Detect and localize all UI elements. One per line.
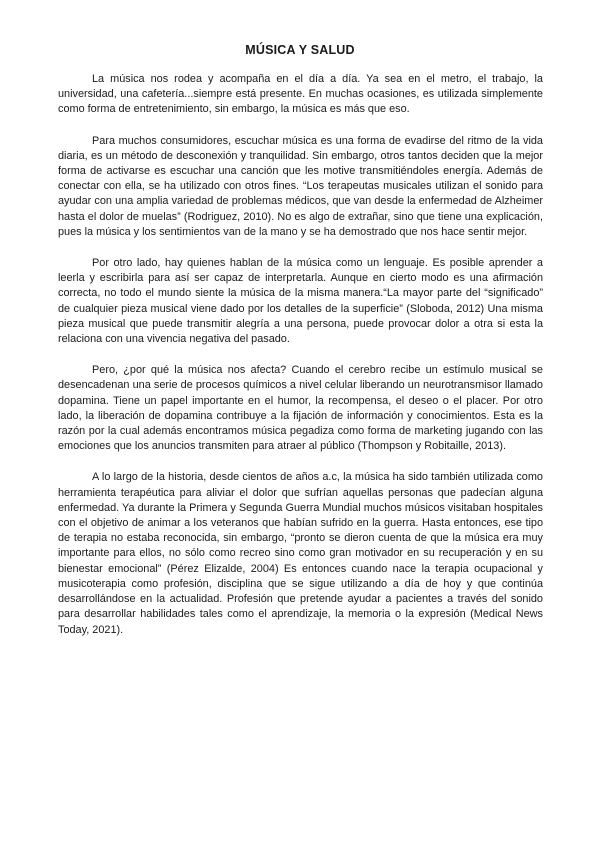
paragraph-intro: La música nos rodea y acompaña en el día a día. Ya sea en el metro, el trabajo, la universidad, una cafetería...siempre está presente. En muchas ocasiones, es utilizada simplemente como forma de entretenimiento, sin embargo, la música es más que eso. [58, 73, 543, 116]
document-body [58, 72, 543, 654]
paragraph-dopamine: Pero, ¿por qué la música nos afecta? Cuando el cerebro recibe un estímulo musical se desencadenan una serie de procesos químicos a nivel celular liberando un neurotransmisor llamado dopamina. Tiene un papel importante en el humor, la recompensa, el deseo o el placer. Por otro lado, la liberación de dopamina contribuye a la fijación de información y conocimientos. Esta es la razón por la cual además encontramos música pegadiza como forma de marketing jugando con las emociones que los anuncios transmiten para atraer al público (Thompson y Robitaille, 2013). [58, 364, 543, 453]
paragraph-consumers: Para muchos consumidores, escuchar música es una forma de evadirse del ritmo de la vida diaria, es un método de desconexión y tranquilidad. Sin embargo, otros tantos deciden que la mejor forma de activarse es escuchar una canción que les motive transmitiéndoles energía. Además de conectar con ella, se ha utilizado con otros fines. “Los terapeutas musicales utilizan el sonido para ayudar con una amplia variedad de problemas médicos, que van desde la enfermedad de Alzheimer hasta el dolor de muelas” (Rodriguez, 2010). No es algo de extrañar, sino que tiene una explicación, pues la música y los sentimientos van de la mano y se ha demostrado que nos hace sentir mejor. [58, 134, 543, 238]
paragraph-history: A lo largo de la historia, desde cientos de años a.c, la música ha sido también utilizada como herramienta terapéutica para aliviar el dolor que sufrían aquellas personas que padecían alguna enfermedad. Ya durante la Primera y Segunda Guerra Mundial muchos músicos visitaban hospitales con el objetivo de animar a los veteranos que habían sufrido en la guerra. Hasta entonces, ese tipo de terapia no estaba reconocida, sin embargo, “pronto se dieron cuenta de que la música era muy importante para ellos, no sólo como recreo sino como gran motivador en su recuperación y en su bienestar emocional” (Pérez Elizalde, 2004) Es entonces cuando nace la terapia ocupacional y musicoterapia como profesión, disciplina que se sigue utilizando a día de hoy y que continúa desarrollándose en la actualidad. Profesión que pretende ayudar a pacientes a través del sonido para desarrollar habilidades tales como el aprendizaje, la memoria o la expresión (Medical News Today, 2021). [58, 471, 543, 636]
paragraph-language: Por otro lado, hay quienes hablan de la música como un lenguaje. Es posible aprender a leerla y escribirla para así ser capaz de interpretarla. Aunque en cierto modo es una afirmación correcta, no todo el mundo siente la música de la misma manera.“La mayor parte del “significado” de cualquier pieza musical viene dado por los detalles de la superficie” (Sloboda, 2012) Una misma pieza musical que puede transmitir alegría a una persona, puede provocar dolor a otra si esta la relaciona con una vivencia negativa del pasado. [58, 257, 543, 346]
document-title: MÚSICA Y SALUD [245, 43, 355, 57]
